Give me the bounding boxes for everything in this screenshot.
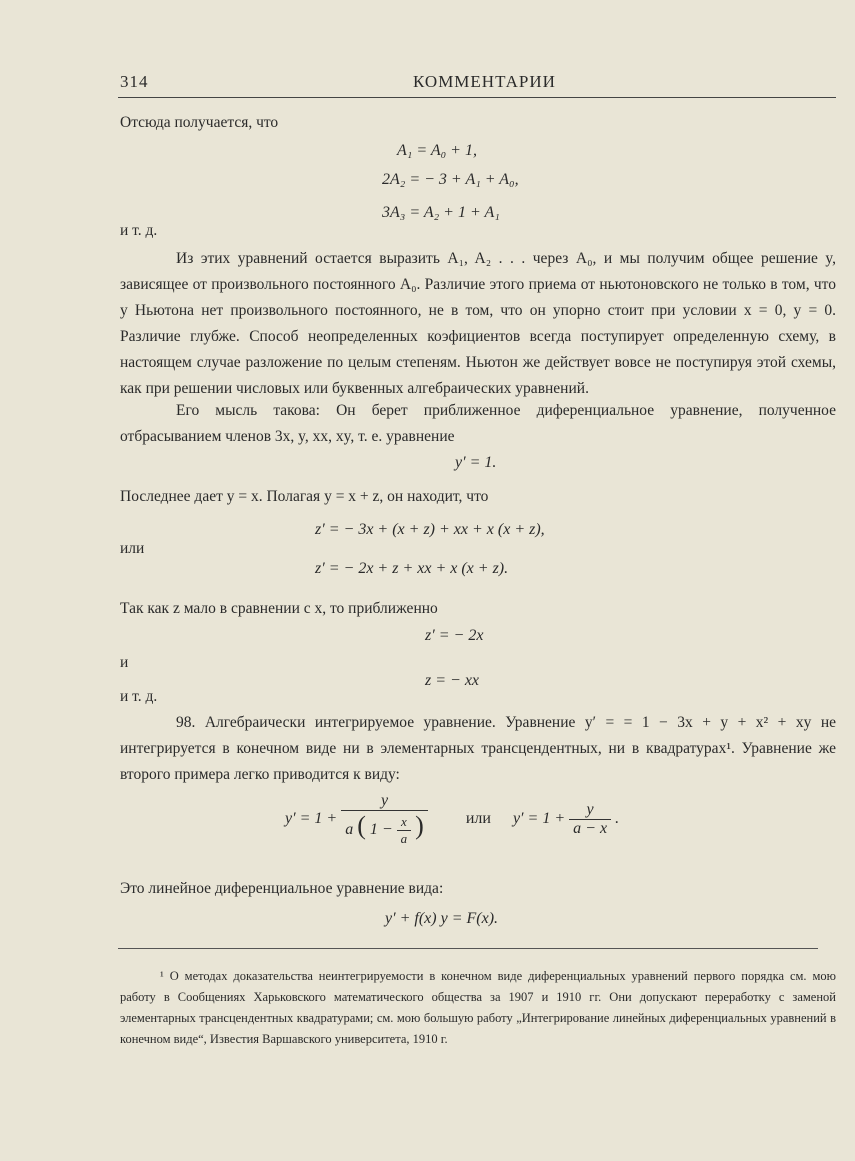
eq9-open-paren: ( <box>357 811 366 840</box>
header-rule <box>118 97 836 98</box>
eq9-right: y′ = 1 + <box>512 810 566 828</box>
eq9-end: . <box>615 810 620 828</box>
footnote-rule <box>118 948 818 949</box>
line-tak-kak: Так как z мало в сравнении с x, то приближенно <box>120 600 438 617</box>
eq9-ili: или <box>465 810 491 828</box>
equation-5: z′ = − 3x + (x + z) + xx + x (x + z), <box>315 521 545 538</box>
eq9-inner-fraction <box>397 814 412 847</box>
equation-2: 2A₂ = − 3 + A₁ + A₀, <box>382 171 519 188</box>
eq9-inner-numerator: x <box>397 814 412 831</box>
eq9-fraction <box>341 792 428 847</box>
eq9-numerator: y <box>341 792 428 811</box>
equation-4: y′ = 1. <box>455 454 497 471</box>
etc-line-1: и т. д. <box>120 222 158 239</box>
equation-1: A₁ = A₀ + 1, <box>397 142 477 159</box>
paragraph-98: 98. Алгебраически интегрируемое уравнение. Уравнение y′ = = 1 − 3x + y + x² + xy не интегрируется в конечном виде ни в элементарных трансцендентных, ни в квадратурах¹. Уравнение же второго примера легко приводится к виду: <box>120 714 836 783</box>
line-eto: Это линейное диференциальное уравнение вида: <box>120 880 444 897</box>
paragraph-2: Его мысль такова: Он берет приближенное диференциальное уравнение, полученное отбрасыванием членов 3x, y, xx, xy, т. е. уравнение <box>120 402 836 445</box>
word-i: и <box>120 654 129 671</box>
intro-line: Отсюда получается, что <box>120 114 279 131</box>
eq9-den-a: a <box>345 821 354 838</box>
eq9-denominator <box>341 811 428 847</box>
eq9-inner-denominator: a <box>400 830 408 846</box>
eq9-close-paren: ) <box>415 811 424 840</box>
paragraph-1: Из этих уравнений остается выразить A₁, A₂ . . . через A₀, и мы получим общее решение y, зависящее от произвольного постоянного A₀. Различие этого приема от ньютоновского не только в том, что у Ньютона нет произвольного постоянного, не в том, что он упорно стоит при условии x = 0, y = 0. Различие глубже. Способ неопределенных коэфициентов всегда поступирует определенную схему, в настоящем случае разложение по целым степеням. Ньютон же действует вовсе не поступируя этой схемы, как при решении числовых или буквенных алгебраических уравнений. <box>120 250 836 397</box>
page-number: 314 <box>120 72 149 91</box>
running-title: КОММЕНТАРИИ <box>413 72 556 91</box>
eq9-right-denominator: a − x <box>573 819 608 837</box>
equation-6: z′ = − 2x + z + xx + x (x + z). <box>315 560 509 577</box>
footnote: ¹ О методах доказательства неинтегрируемости в конечном виде диференциальных уравнений первого порядка см. мою работу в Сообщениях Харьковского математического общества за 1907 и 1910 гг. Они допускают переработку с заменой элементарных трансцендентных квадратурами; см. мою большую работу „Интегрирование линейных диференциальных уравнений в конечном виде“, Известия Варшавского университета, 1910 г. <box>120 969 836 1046</box>
equation-9 <box>285 792 619 847</box>
word-ili-1: или <box>120 540 145 557</box>
equation-7: z′ = − 2x <box>425 627 484 644</box>
line-posledneye: Последнее дает y = x. Полагая y = x + z, он находит, что <box>120 488 489 505</box>
eq9-den-one: 1 − <box>369 821 393 838</box>
etc-line-2: и т. д. <box>120 688 158 705</box>
equation-8: z = − xx <box>425 672 480 689</box>
eq9-right-fraction <box>569 801 611 838</box>
equation-3: 3A₃ = A₂ + 1 + A₁ <box>382 204 500 221</box>
eq9-right-numerator: y <box>569 801 611 820</box>
equation-10: y′ + f(x) y = F(x). <box>385 910 499 927</box>
eq9-left: y′ = 1 + <box>285 810 338 828</box>
